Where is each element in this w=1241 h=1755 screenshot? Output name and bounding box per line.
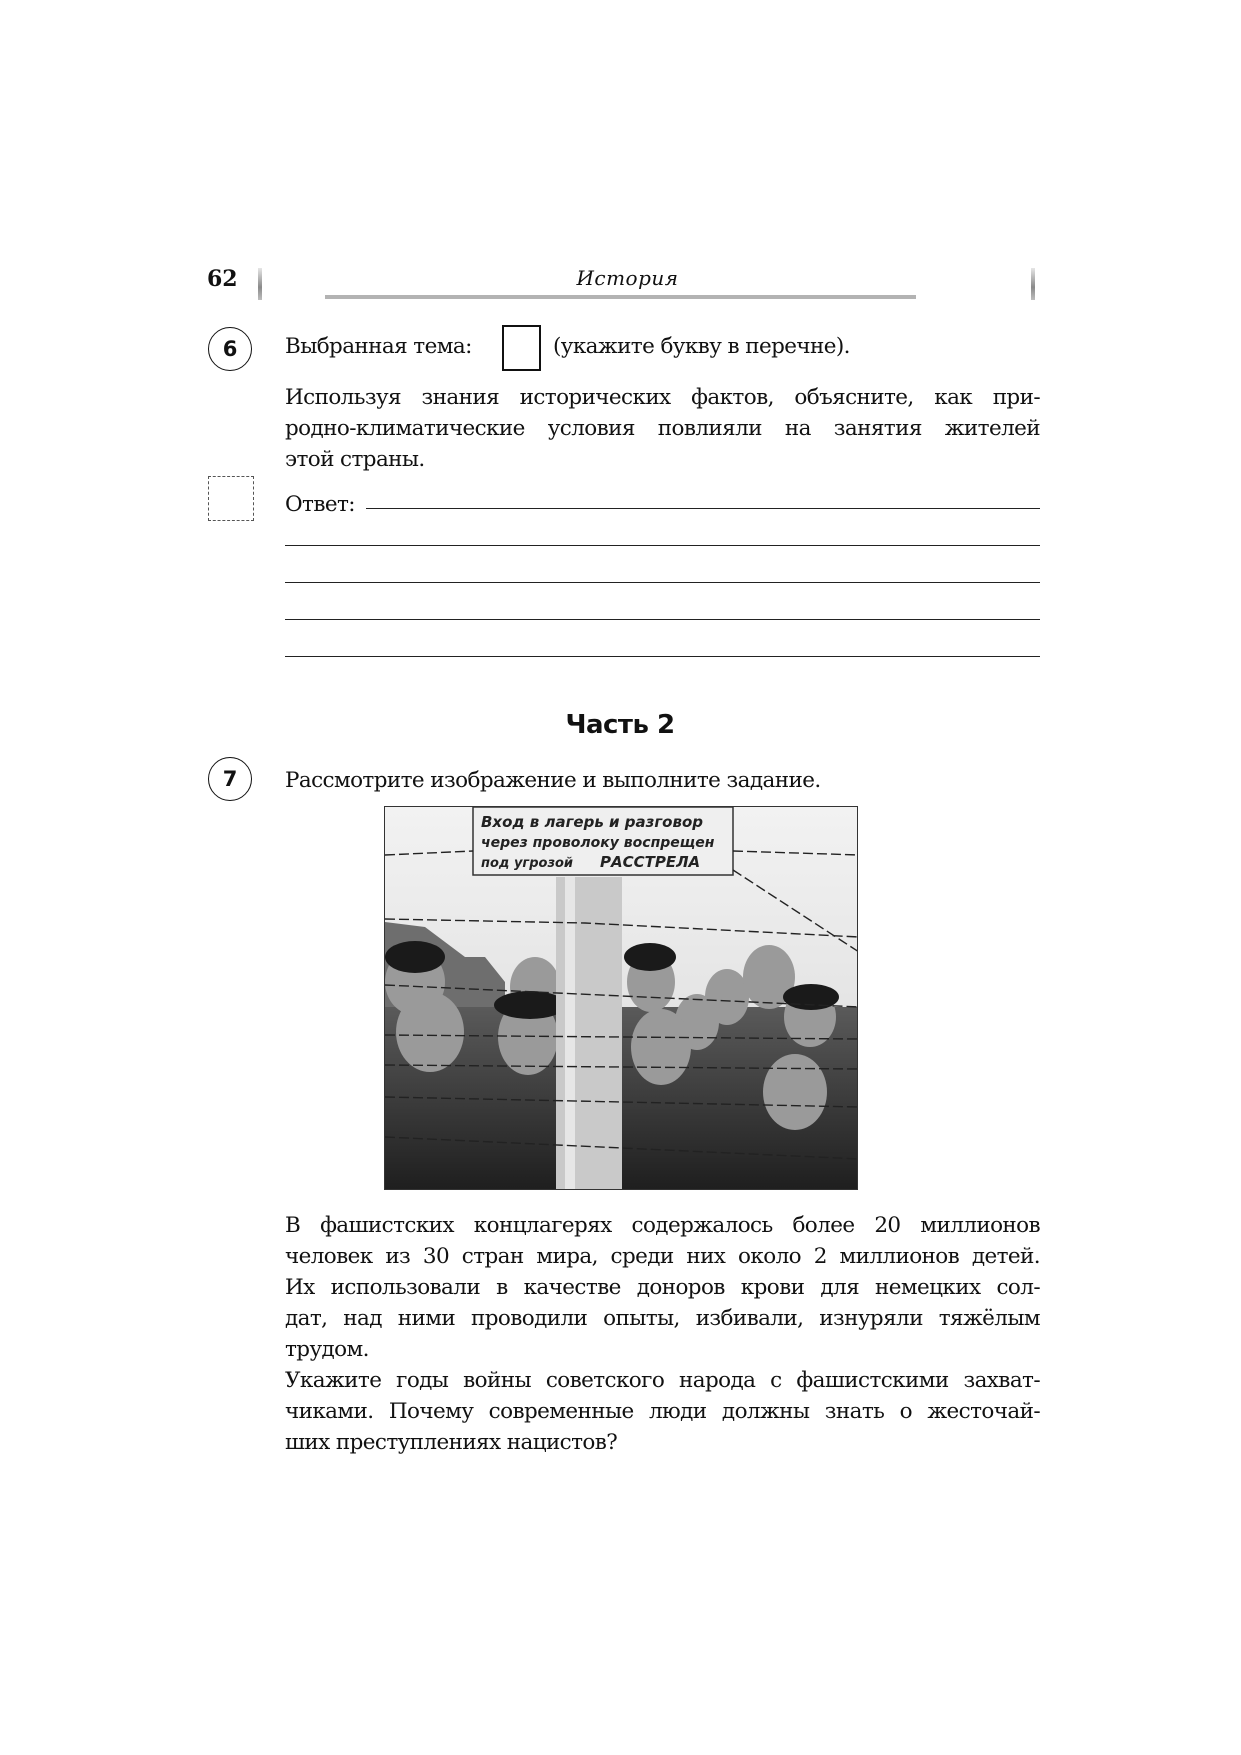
answer-line-1[interactable] (366, 508, 1040, 509)
task7-question-line: чиками. Почему современные люди должны знать о жесточай- (285, 1399, 1040, 1424)
answer-line-2[interactable] (285, 545, 1040, 546)
task7-question-line: ших преступлениях нацистов? (285, 1430, 618, 1455)
header-left-bar (258, 268, 262, 300)
header-rule (325, 295, 916, 299)
chosen-topic-hint: (укажите букву в перечне). (553, 334, 850, 359)
task6-prompt-line: Используя знания исторических фактов, объясните, как при- (285, 385, 1040, 410)
answer-line-3[interactable] (285, 582, 1040, 583)
task7-text-line: трудом. (285, 1337, 369, 1362)
task7-text-line: дат, над ними проводили опыты, избивали, изнуряли тяжёлым (285, 1306, 1040, 1331)
task7-instruction: Рассмотрите изображение и выполните задание. (285, 768, 821, 793)
camp-children-photo (384, 806, 858, 1190)
task6-prompt-line: родно-климатические условия повлияли на занятия жителей (285, 416, 1040, 441)
task7-question-line: Укажите годы войны советского народа с фашистскими захват- (285, 1368, 1040, 1393)
sign-line-4: РАССТРЕЛА (600, 853, 701, 871)
running-title: История (576, 266, 679, 290)
header-right-bar (1031, 268, 1035, 300)
photo-illustration (385, 807, 858, 1190)
part-heading: Часть 2 (565, 710, 675, 740)
task-number-6: 6 (208, 327, 252, 371)
page-number: 62 (207, 266, 238, 292)
sign-line-2: через проволоку воспрещен (481, 835, 715, 851)
sign-line-3: под угрозой (481, 856, 574, 871)
task6-prompt-line: этой страны. (285, 447, 425, 472)
chosen-topic-label: Выбранная тема: (285, 334, 472, 359)
sign-line-1: Вход в лагерь и разговор (481, 813, 704, 831)
task7-text-line: человек из 30 стран мира, среди них около 2 миллионов детей. (285, 1244, 1040, 1269)
task7-text-line: В фашистских концлагерях содержалось более 20 миллионов (285, 1213, 1040, 1238)
answer-label: Ответ: (285, 492, 355, 517)
answer-line-5[interactable] (285, 656, 1040, 657)
score-box (208, 476, 254, 521)
task-number-7: 7 (208, 757, 252, 801)
answer-line-4[interactable] (285, 619, 1040, 620)
chosen-topic-input[interactable] (502, 325, 541, 371)
task7-text-line: Их использовали в качестве доноров крови для немецких сол- (285, 1275, 1040, 1300)
